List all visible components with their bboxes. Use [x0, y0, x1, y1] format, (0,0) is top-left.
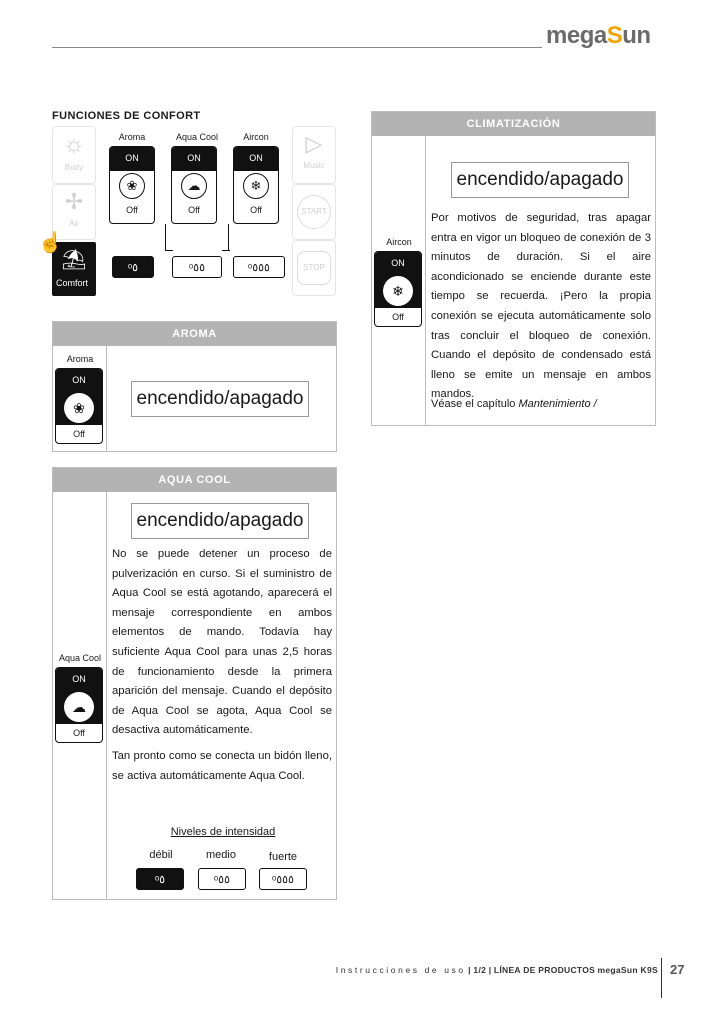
- aqua-cool-state-label: encendido/apagado: [131, 503, 309, 539]
- connector-line: [165, 250, 173, 251]
- lounger-icon: ⛱: [61, 249, 87, 271]
- level-medium-label: medio: [206, 849, 236, 861]
- footer-model: megaSun K9S: [597, 965, 658, 975]
- comfort-panel: [38, 126, 336, 296]
- climatizacion-see-also: Véase el capítulo Mantenimiento /: [431, 398, 597, 410]
- footer: [336, 965, 658, 975]
- maintenance-chapter-link[interactable]: Mantenimiento /: [518, 398, 597, 410]
- snowflake-icon: ❄: [243, 173, 269, 199]
- aroma-switch-label: Aroma: [66, 354, 94, 364]
- ghost-stop-button: STOP: [292, 240, 336, 296]
- level-strong-button[interactable]: ᵒ٥٥٥: [259, 868, 307, 890]
- aroma-column-label: Aroma: [118, 132, 146, 142]
- footer-version: | 1/2 |: [468, 965, 492, 975]
- ghost-music-button: ▷ Music: [292, 126, 336, 184]
- aircon-column-label: Aircon: [243, 132, 269, 142]
- climatizacion-paragraph-1: Por motivos de seguridad, tras apagar entra en vigor un bloqueo de conexión de 3 minutos de duración. Si el aire acondicionado se enciende durante este tiempo se recuerda. ¡Pero la propia conexión se ejecuta automáticamente solo tras concluir el bloqueo de conexión. Cuando el depósito de condensado está lleno se emite un mensaje en ambos mandos.: [431, 212, 651, 401]
- aircon-state-label: encendido/apagado: [451, 162, 629, 198]
- connector-line: [228, 224, 229, 250]
- aqua-cool-paragraph-2: Tan pronto como se conecta un bidón lleno, se activa automáticamente Aqua Cool.: [112, 750, 332, 782]
- footer-product-line: LÍNEA DE PRODUCTOS: [493, 965, 596, 975]
- aroma-mini-switch[interactable]: ON ❀ Off: [109, 146, 155, 224]
- aroma-heading: AROMA: [53, 322, 336, 346]
- aqua-cool-icon: ☁: [64, 692, 94, 722]
- aqua-cool-column-label: Aqua Cool: [175, 132, 219, 142]
- ghost-body-button: ☼ Body: [52, 126, 96, 184]
- level-strong-label: fuerte: [268, 851, 298, 863]
- aircon-switch-label: Aircon: [386, 237, 412, 247]
- aqua-cool-icon: ☁: [181, 173, 207, 199]
- climatizacion-heading: CLIMATIZACIÓN: [372, 112, 655, 136]
- climatizacion-box: [371, 111, 656, 426]
- aqua-cool-switch[interactable]: ON ☁ Off: [55, 667, 103, 743]
- sun-icon: ☼: [63, 131, 85, 158]
- aircon-mini-switch[interactable]: ON ❄ Off: [233, 146, 279, 224]
- page-number: 27: [670, 962, 685, 977]
- play-icon: ▷: [305, 131, 323, 156]
- intensity-weak-button[interactable]: ᵒ٥: [112, 256, 154, 278]
- header-rule: [52, 47, 542, 48]
- aqua-cool-mini-switch[interactable]: ON ☁ Off: [171, 146, 217, 224]
- aqua-cool-paragraph-1: No se puede detener un proceso de pulverización en curso. Si el suministro de Aqua Cool se está agotando, aparecerá el mensaje correspondiente en ambos elementos de mando. Todavía hay suficiente Aqua Cool para unas 2,5 horas de funcionamiento desde la primera aparición del mensaje. Cuando el depósito de Aqua Cool se agota, Aqua Cool se desactiva automáticamente.: [112, 548, 332, 737]
- aircon-switch[interactable]: ON ❄ Off: [374, 251, 422, 327]
- level-medium-button[interactable]: ᵒ٥٥: [198, 868, 246, 890]
- connector-line: [222, 250, 230, 251]
- megasun-logo: megaSun: [546, 22, 651, 49]
- snowflake-icon: ❄: [383, 276, 413, 306]
- aroma-icon: ❀: [64, 393, 94, 423]
- intensity-strong-button[interactable]: ᵒ٥٥٥: [233, 256, 285, 278]
- comfort-button[interactable]: ⛱ Comfort: [52, 242, 96, 296]
- page-title: FUNCIONES DE CONFORT: [52, 110, 201, 122]
- intensity-levels-title: Niveles de intensidad: [170, 826, 276, 838]
- connector-line: [165, 224, 166, 250]
- level-weak-label: débil: [149, 849, 173, 861]
- page-divider: [661, 958, 662, 998]
- footer-doc-title: Instrucciones de uso: [335, 965, 466, 975]
- fan-icon: ✢: [64, 189, 84, 214]
- level-weak-button[interactable]: ᵒ٥: [136, 868, 184, 890]
- aqua-cool-heading: AQUA COOL: [53, 468, 336, 492]
- hand-pointer-icon: ☝: [38, 232, 63, 254]
- aroma-icon: ❀: [119, 173, 145, 199]
- aqua-cool-box: [52, 467, 337, 900]
- intensity-medium-button[interactable]: ᵒ٥٥: [172, 256, 222, 278]
- aroma-switch[interactable]: ON ❀ Off: [55, 368, 103, 444]
- ghost-start-button: START: [292, 184, 336, 240]
- aqua-cool-switch-label: Aqua Cool: [58, 653, 102, 663]
- ghost-air-button: ✢ Air: [52, 184, 96, 240]
- aroma-state-label: encendido/apagado: [131, 381, 309, 417]
- aroma-box: [52, 321, 337, 452]
